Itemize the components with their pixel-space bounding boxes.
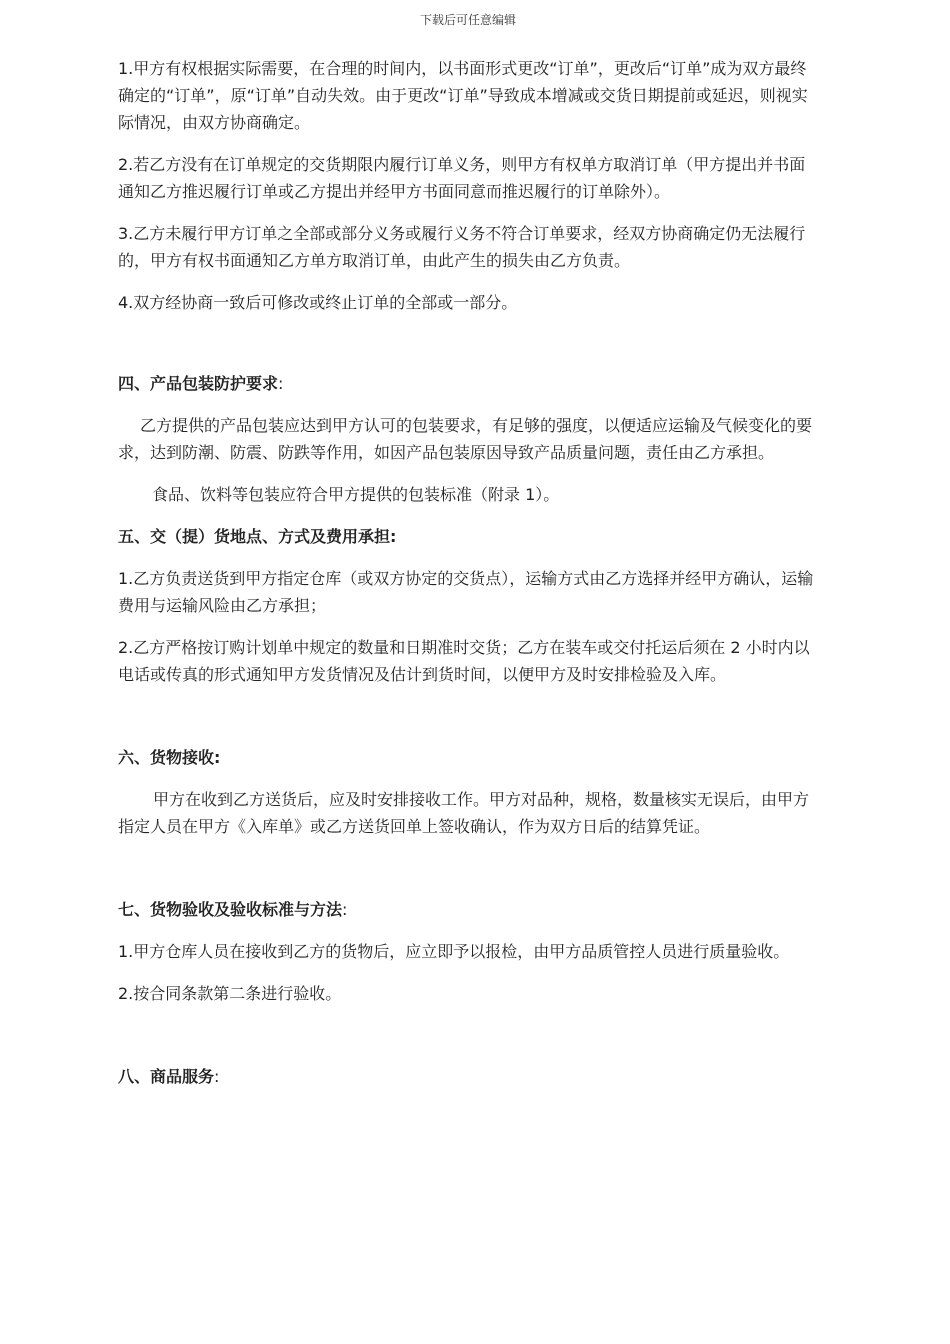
clause-text: 1.甲方仓库人员在接收到乙方的货物后，应立即予以报检，由甲方品质管控人员进行质量验收。 xyxy=(118,942,790,961)
section-heading-colon: : xyxy=(214,748,221,767)
section-paragraph: 甲方在收到乙方送货后，应及时安排接收工作。甲方对品种，规格，数量核实无误后，由甲方指定人员在甲方《入库单》或乙方送货回单上签收确认，作为双方日后的结算凭证。 xyxy=(118,790,810,836)
clause-text: 2.乙方严格按订购计划单中规定的数量和日期准时交货；乙方在装车或交付托运后须在 2 小时内以电话或传真的形式通知甲方发货情况及估计到货时间，以便甲方及时安排检验及入库。 xyxy=(118,638,810,684)
clause-text: 1.甲方有权根据实际需要，在合理的时间内，以书面形式更改“订单”，更改后“订单”成为双方最终确定的“订单”，原“订单”自动失效。由于更改“订单”导致成本增减或交货日期提前或延迟，则视实际情况，由双方协商确定。 xyxy=(118,59,808,132)
section-heading-colon: : xyxy=(390,527,397,546)
spacer xyxy=(118,1022,818,1063)
section-heading xyxy=(118,744,818,771)
document-body xyxy=(118,55,818,1105)
clause-text: 2.按合同条款第二条进行验收。 xyxy=(118,984,342,1003)
section-heading-colon: : xyxy=(214,1067,220,1086)
spacer xyxy=(118,331,818,370)
spacer xyxy=(118,855,818,896)
section-heading-colon: : xyxy=(342,900,348,919)
section-heading xyxy=(118,1063,818,1090)
section-heading-title: 八、商品服务 xyxy=(118,1067,215,1086)
section-heading-title: 五、交（提）货地点、方式及费用承担 xyxy=(118,527,391,546)
section-heading-title: 四、产品包装防护要求 xyxy=(118,374,279,393)
section-heading xyxy=(118,896,818,923)
clause-text: 4.双方经协商一致后可修改或终止订单的全部或一部分。 xyxy=(118,293,518,312)
section-paragraph: 乙方提供的产品包装应达到甲方认可的包装要求，有足够的强度，以便适应运输及气候变化的要求，达到防潮、防震、防跌等作用，如因产品包装原因导致产品质量问题，责任由乙方承担。 xyxy=(118,416,813,462)
section-heading xyxy=(118,370,818,397)
section-heading-colon: : xyxy=(278,374,284,393)
section-heading xyxy=(118,523,818,550)
section-heading-title: 六、货物接收 xyxy=(118,748,215,767)
section-paragraph: 食品、饮料等包装应符合甲方提供的包装标准（附录 1）。 xyxy=(152,485,560,504)
clause-text: 1.乙方负责送货到甲方指定仓库（或双方协定的交货点），运输方式由乙方选择并经甲方确认，运输费用与运输风险由乙方承担； xyxy=(118,569,814,615)
spacer xyxy=(118,703,818,744)
page-header-note: 下载后可任意编辑 xyxy=(419,13,516,27)
clause-text: 2.若乙方没有在订单规定的交货期限内履行订单义务，则甲方有权单方取消订单（甲方提出并书面通知乙方推迟履行订单或乙方提出并经甲方书面同意而推迟履行的订单除外）。 xyxy=(118,155,806,201)
section-heading-title: 七、货物验收及验收标准与方法 xyxy=(118,900,343,919)
clause-text: 3.乙方未履行甲方订单之全部或部分义务或履行义务不符合订单要求，经双方协商确定仍无法履行的，甲方有权书面通知乙方单方取消订单，由此产生的损失由乙方负责。 xyxy=(118,224,806,270)
